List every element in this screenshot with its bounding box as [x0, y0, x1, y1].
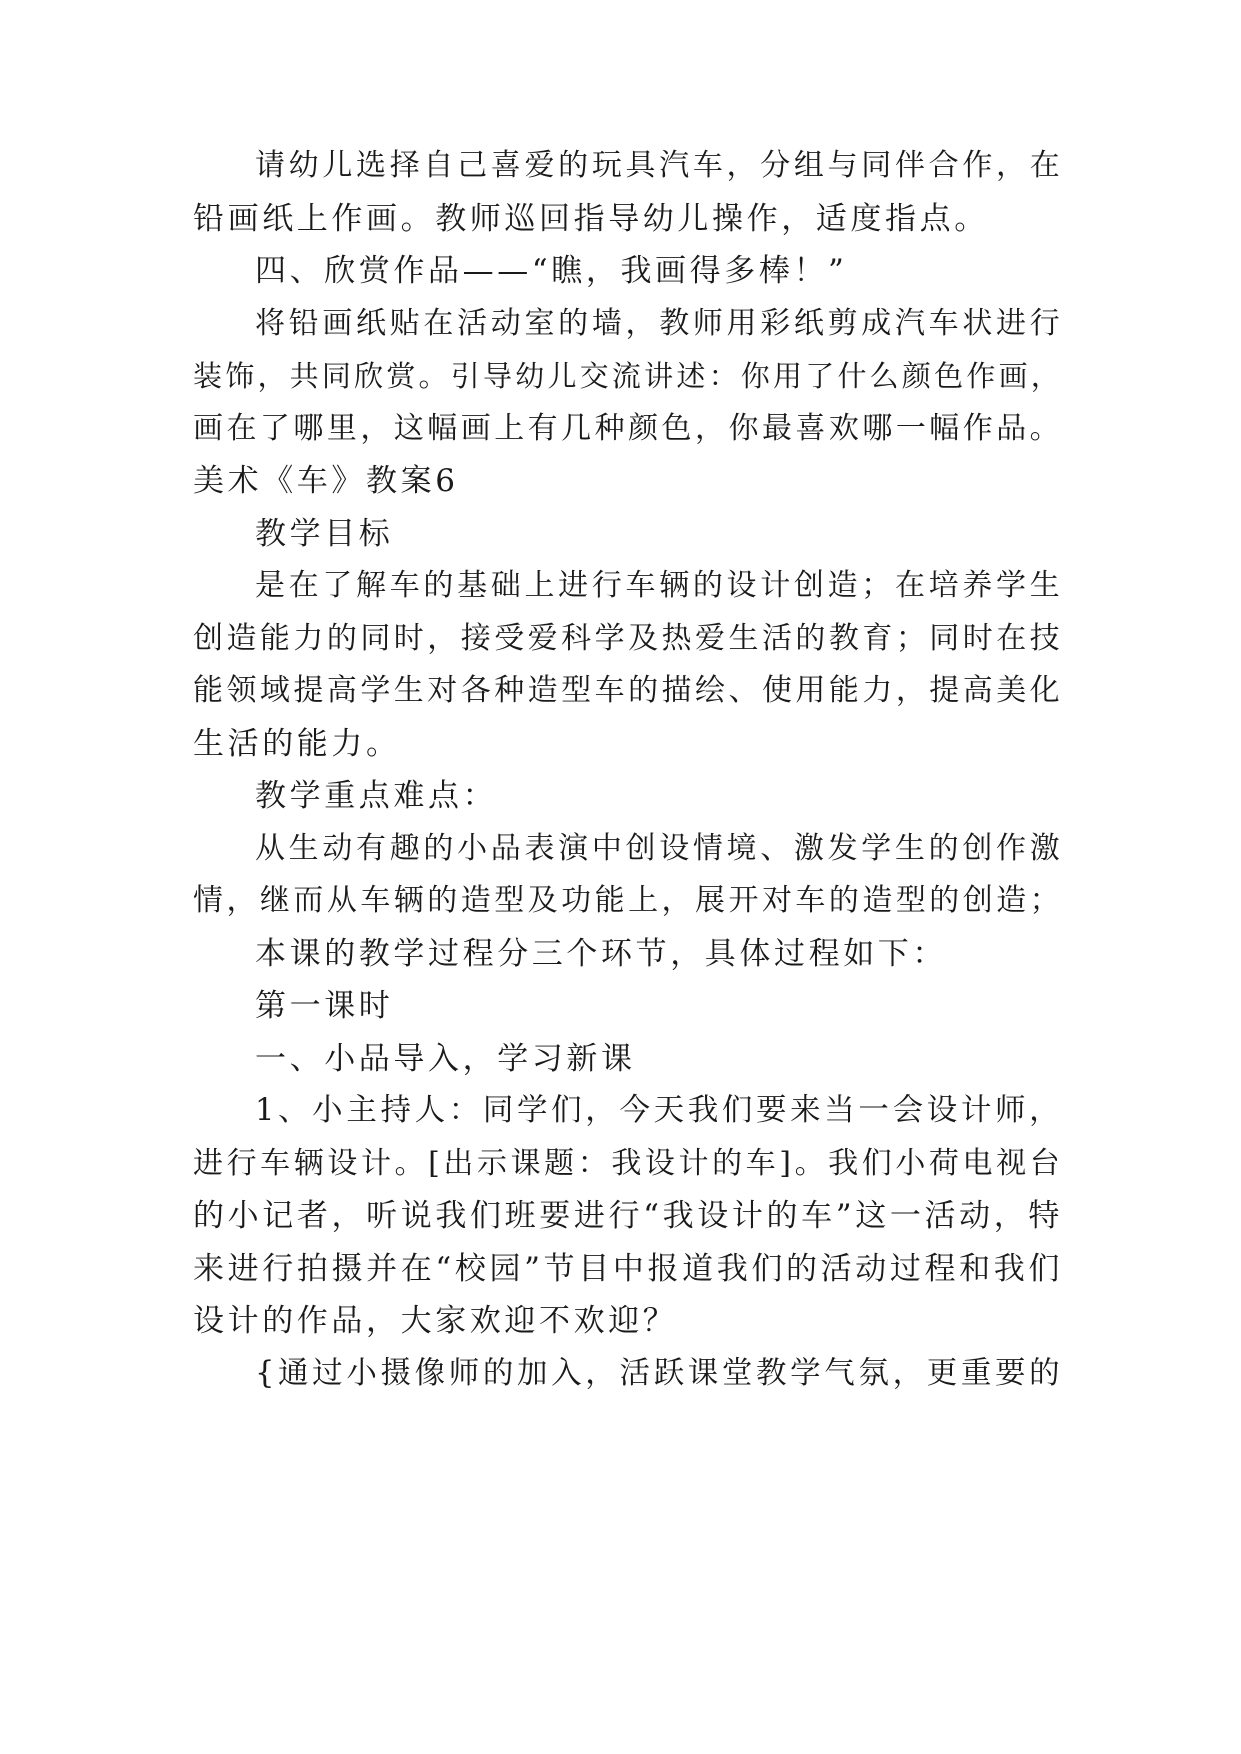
document-title: 美术《车》教案6 [193, 463, 459, 499]
paragraph-line: 装饰，共同欣赏。引导幼儿交流讲述：你用了什么颜色作画， [193, 359, 1063, 393]
paragraph-line: 创造能力的同时，接受爱科学及热爱生活的教育；同时在技 [193, 621, 1063, 656]
paragraph-line: 是在了解车的基础上进行车辆的设计创造；在培养学生 [255, 568, 1063, 603]
paragraph-line: {通过小摄像师的加入，活跃课堂教学气氛，更重要的 [255, 1356, 1063, 1391]
paragraph-line: 的小记者，听说我们班要进行“我设计的车”这一活动，特 [193, 1198, 1063, 1234]
paragraph-line: 情，继而从车辆的造型及功能上，展开对车的造型的创造； [193, 883, 1063, 918]
paragraph-line: 能领域提高学生对各种造型车的描绘、使用能力，提高美化 [193, 673, 1063, 708]
paragraph-line: 来进行拍摄并在“校园”节目中报道我们的活动过程和我们 [193, 1251, 1063, 1287]
paragraph-line: 画在了哪里，这幅画上有几种颜色，你最喜欢哪一幅作品。 [193, 411, 1063, 446]
paragraph-line: 将铅画纸贴在活动室的墙，教师用彩纸剪成汽车状进行 [255, 306, 1063, 341]
section-heading: 一、小品导入，学习新课 [255, 1041, 636, 1077]
paragraph-line: 生活的能力。 [193, 726, 401, 762]
section-heading: 第一课时 [255, 988, 394, 1024]
section-heading: 教学目标 [255, 516, 394, 552]
section-heading: 四、欣赏作品——“瞧，我画得多棒！” [255, 253, 848, 289]
paragraph-line: 铅画纸上作画。教师巡回指导幼儿操作，适度指点。 [193, 201, 989, 237]
paragraph-line: 请幼儿选择自己喜爱的玩具汽车，分组与同伴合作，在 [255, 148, 1063, 183]
paragraph-line: 1、小主持人：同学们，今天我们要来当一会设计师， [255, 1093, 1063, 1128]
section-heading: 教学重点难点： [255, 778, 498, 814]
paragraph-line: 进行车辆设计。[出示课题：我设计的车]。我们小荷电视台 [193, 1146, 1063, 1181]
paragraph-line: 设计的作品，大家欢迎不欢迎？ [193, 1303, 678, 1339]
paragraph-line: 本课的教学过程分三个环节，具体过程如下： [255, 936, 947, 972]
paragraph-line: 从生动有趣的小品表演中创设情境、激发学生的创作激 [255, 831, 1063, 866]
